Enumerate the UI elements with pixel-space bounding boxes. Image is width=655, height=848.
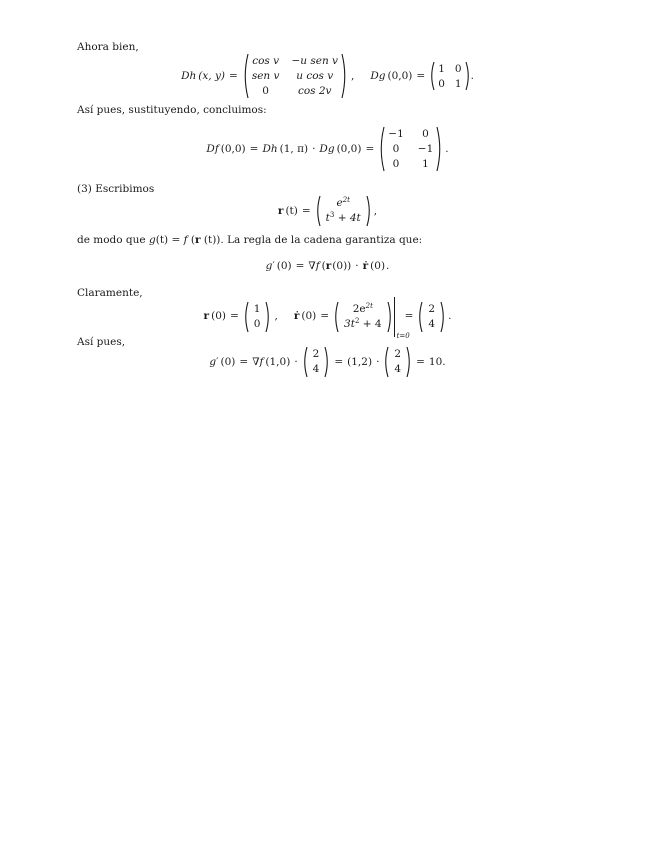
matrix-entry: 0 <box>392 143 400 156</box>
dot-operator: · <box>376 355 380 368</box>
r-args: (t) <box>285 204 298 217</box>
matrix-entry: 0 <box>392 158 400 171</box>
vector-entry: $3t^2 + 4$ <box>344 317 382 330</box>
paragraph-clearly: Claramente, <box>77 287 143 299</box>
equals-sign: = <box>416 70 426 83</box>
matrix-dh <box>242 53 348 100</box>
equation-chain-rule <box>0 260 655 273</box>
matrix-entry: 0 <box>438 77 445 90</box>
vector-entries <box>308 346 325 378</box>
g-args: (0) <box>276 260 292 272</box>
matrix-entry: 0 <box>454 62 462 75</box>
end-comma: , <box>373 204 378 217</box>
vector-entry: 4 <box>312 363 320 376</box>
g-args: (0) <box>220 355 236 368</box>
vector-entry: $t^3 + 4t$ <box>325 211 361 225</box>
end-period: . <box>445 143 449 156</box>
equation-initial-values <box>0 297 655 341</box>
equation-df <box>0 126 655 173</box>
equals-sign: = <box>320 310 330 323</box>
dot-operator: · <box>355 260 359 272</box>
matrix-entry: cos v <box>252 55 280 67</box>
paragraph-chain-rule: de modo que g(t) = f (r (t)). La regla de la cadena garantiza que: <box>77 234 423 246</box>
row-vector: (1,2) <box>347 355 373 368</box>
dg-args: (0,0) <box>387 70 413 83</box>
matrix-entry: −u sen v <box>291 55 338 67</box>
close-paren: ) <box>347 260 352 272</box>
right-paren <box>436 126 443 172</box>
matrix-entry: 1 <box>454 77 462 90</box>
matrix-entry: 1 <box>438 62 445 75</box>
equals-sign: = <box>404 310 414 323</box>
dh-args: (1, π) <box>279 143 309 156</box>
vector-entry: 1 <box>253 302 261 315</box>
evaluation-point: t=0 <box>396 332 410 341</box>
r-args: (0) <box>211 310 226 323</box>
matrix-entry: sen v <box>251 70 280 83</box>
open-paren: ( <box>321 260 326 272</box>
final-result: 10. <box>428 355 446 368</box>
equation-final <box>0 346 655 378</box>
end-period: . <box>470 70 474 83</box>
vector-entry: 4 <box>394 363 402 376</box>
paragraph-therefore: Así pues, <box>77 336 126 348</box>
equation-jacobians <box>0 53 655 100</box>
vector-24-first <box>302 346 331 378</box>
rdot-args: (0) <box>370 260 386 272</box>
dg-args: (0,0) <box>336 143 362 156</box>
paragraph-intro: Ahora bien, <box>77 41 139 53</box>
vector-entries <box>389 346 406 378</box>
r-args: (0) <box>332 260 348 272</box>
g-symbol: g <box>209 355 217 368</box>
vector-entry: 4 <box>428 318 436 330</box>
equals-sign: = <box>229 70 238 83</box>
equals-sign: = <box>239 355 249 368</box>
prime: ′ <box>272 260 275 272</box>
vector-entry: 0 <box>253 318 261 330</box>
vector-entry: 2 <box>394 348 402 360</box>
equals-sign: = <box>249 143 259 156</box>
r-symbol: r <box>325 260 332 272</box>
left-paren <box>242 53 249 99</box>
separator-comma: , <box>351 70 355 83</box>
separator-comma: , <box>274 310 278 323</box>
vector-r0-entries <box>249 301 266 333</box>
vector-rt <box>315 195 372 227</box>
right-paren <box>341 53 348 99</box>
dh-symbol: Dh <box>262 143 278 156</box>
r-symbol: r <box>277 204 284 217</box>
matrix-entry: 0 <box>262 85 269 98</box>
matrix-entry: 1 <box>422 158 429 171</box>
gradient-args: (1,0) <box>265 355 291 368</box>
evaluation-bar <box>394 297 410 341</box>
prime: ′ <box>216 355 219 368</box>
rdot-args: (0) <box>301 310 317 323</box>
g-symbol: g <box>265 260 273 272</box>
equals-sign: = <box>301 204 311 217</box>
matrix-entry: −1 <box>388 128 404 140</box>
vector-entry: 2 <box>428 302 436 315</box>
df-symbol: Df <box>206 143 219 156</box>
left-paren <box>378 126 385 172</box>
matrix-dg <box>429 61 470 93</box>
gradient-f: ∇f <box>308 260 320 272</box>
gradient-f: ∇f <box>252 355 264 368</box>
matrix-df <box>378 126 443 173</box>
vector-rdot <box>333 301 393 333</box>
rdot-symbol: ṙ <box>362 260 369 272</box>
matrix-df-entries <box>385 126 436 173</box>
vector-rdot-entries <box>339 301 387 333</box>
dh-symbol: Dh <box>181 70 197 83</box>
right-paren <box>387 301 393 333</box>
end-period: . <box>386 260 390 272</box>
equals-sign: = <box>416 355 425 368</box>
equation-rt <box>0 195 655 227</box>
df-args: (0,0) <box>220 143 246 156</box>
vector-24-second <box>383 346 412 378</box>
equals-sign: = <box>365 143 375 156</box>
vector-rt-entries <box>321 195 366 227</box>
dg-symbol: Dg <box>370 70 386 83</box>
vector-rdot-result <box>417 301 446 333</box>
vector-entry: $e^{2t}$ <box>336 196 350 209</box>
matrix-entry: cos 2v <box>297 85 332 98</box>
paragraph-write: (3) Escribimos <box>77 183 155 195</box>
matrix-entry: u cos v <box>296 70 334 83</box>
vector-result-entries <box>423 301 440 333</box>
r-symbol: r <box>203 310 210 323</box>
matrix-entry: 0 <box>422 128 429 140</box>
vector-entry: $2e^{2t}$ <box>352 301 373 315</box>
dot-operator: · <box>294 355 298 368</box>
dot-operator: · <box>312 143 316 156</box>
rdot-symbol: ṙ <box>293 310 300 323</box>
vector-entry: 2 <box>312 348 320 360</box>
matrix-entry: −1 <box>417 143 434 156</box>
matrix-dh-entries <box>249 53 341 100</box>
dg-symbol: Dg <box>319 143 335 156</box>
equals-sign: = <box>295 260 305 272</box>
end-period: . <box>448 310 452 323</box>
vector-r0 <box>243 301 272 333</box>
dh-args: (x, y) <box>198 70 225 83</box>
matrix-dg-entries <box>435 61 464 93</box>
paragraph-substitute: Así pues, sustituyendo, concluimos: <box>77 104 267 116</box>
equals-sign: = <box>229 310 239 323</box>
equals-sign: = <box>334 355 344 368</box>
